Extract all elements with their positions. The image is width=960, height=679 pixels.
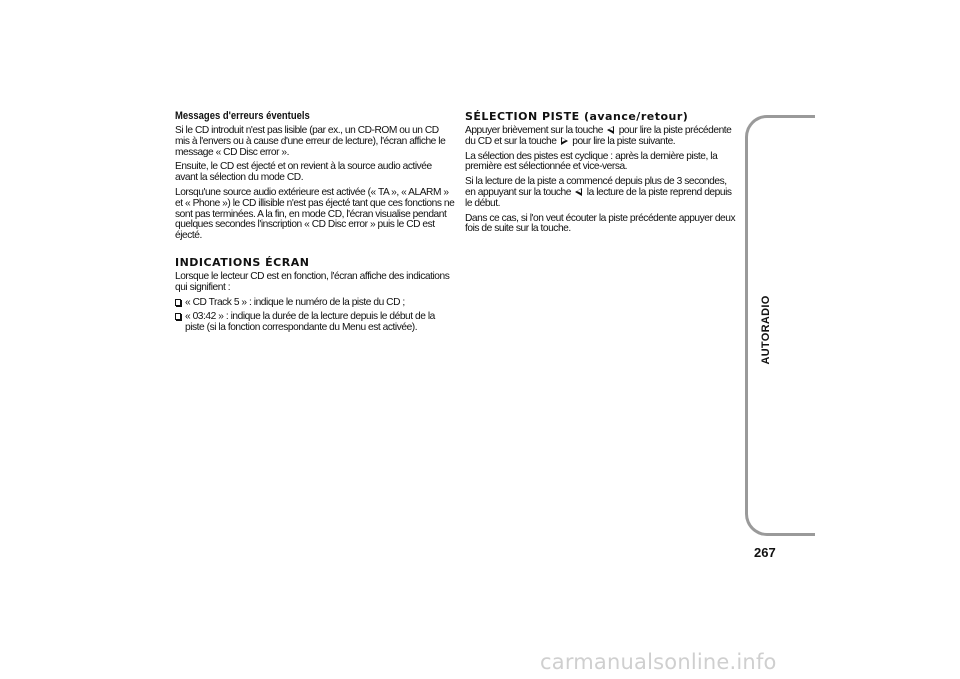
chapter-tab-text: AUTORADIO	[760, 295, 772, 365]
prev-track-triangle-icon	[607, 126, 614, 134]
paragraph-press-twice: Dans ce cas, si l'on veut écouter la piste précédente appuyer deux fois de suite sur la touche.	[465, 212, 736, 235]
checkbox-bullet-icon	[175, 299, 181, 306]
bullet-text: « CD Track 5 » : indique le numéro de la piste du CD ;	[185, 296, 405, 308]
paragraph-track-buttons	[465, 126, 737, 148]
prev-track-triangle-icon	[575, 188, 582, 196]
page-number: 267	[754, 545, 776, 560]
checkbox-bullet-icon	[175, 313, 181, 320]
watermark: carmanualsonline.info	[540, 650, 777, 674]
paragraph-cd-ejected: Ensuite, le CD est éjecté et on revient à la source audio activée avant la sélection du mode CD.	[175, 161, 432, 184]
list-item	[175, 298, 455, 309]
left-column	[175, 110, 455, 338]
list-item	[175, 312, 455, 334]
text-fragment: pour lire la piste précédente du CD et sur la touche	[465, 125, 732, 147]
display-indications-intro: Lorsque le lecteur CD est en fonction, l'écran affiche des indications qui signifient :	[175, 270, 450, 293]
paragraph-unreadable-cd: Si le CD introduit n'est pas lisible (par ex., un CD-ROM ou un CD mis à l'envers ou à cause d'une erreur de lecture), l'écran affiche le message « CD Disc error ».	[175, 125, 446, 158]
next-track-triangle-icon	[561, 137, 568, 145]
paragraph-restart-track	[465, 177, 737, 209]
right-column	[465, 110, 737, 239]
bullet-text: « 03:42 » : indique la durée de la lecture depuis le début de la piste (si la fonction correspondante du Menu est activée).	[185, 311, 435, 334]
text-fragment: pour lire la piste suivante.	[572, 135, 676, 147]
paragraph-external-source: Lorsqu'une source audio extérieure est activée (« TA », « ALARM » et « Phone ») le CD illisible n'est pas éjecté tant que ces fonctions ne sont pas terminées. A la fin, en mode CD, l'écran visualise pendant quelques secondes l'inscription « CD Disc error » puis le CD est éjecté.	[175, 186, 455, 242]
paragraph-cyclic-selection: La sélection des pistes est cyclique : après la dernière piste, la première est sélectionnée et vice-versa.	[465, 150, 718, 173]
text-fragment: Si la lecture de la piste a commencé depuis plus de 3 secondes, en appuyant sur la touche	[465, 176, 727, 198]
text-fragment: Appuyer brièvement sur la touche	[465, 125, 603, 136]
track-selection-heading: SÉLECTION PISTE (avance/retour)	[465, 110, 689, 123]
chapter-tab	[745, 115, 815, 536]
text-fragment: la lecture de la piste reprend depuis le début.	[465, 186, 732, 209]
error-messages-subheading: Messages d'erreurs éventuels	[175, 110, 310, 122]
display-indications-heading: INDICATIONS ÉCRAN	[175, 255, 310, 269]
